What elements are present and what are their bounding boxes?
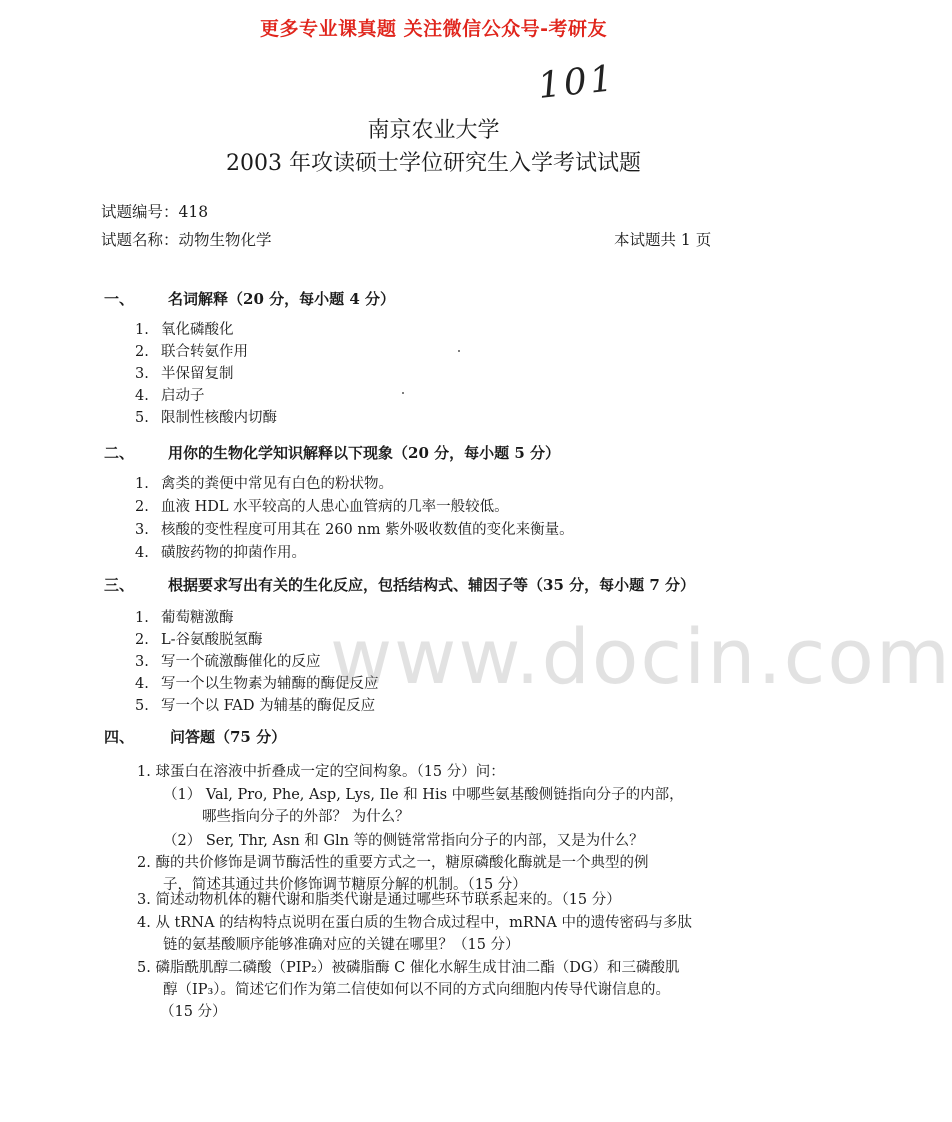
watermark: www.docin.com [330,612,952,701]
question-line: （2） Ser, Thr, Asn 和 Gln 等的侧链常常指向分子的内部，又是为什么？ [163,833,644,849]
page-count: 本试题共 1 页 [614,231,712,249]
list-item: 5. 写一个以 FAD 为辅基的酶促反应 [135,698,376,714]
section-title: 名词解释（20 分，每小题 4 分） [168,290,395,308]
exam-title: 2003 年攻读硕士学位研究生入学考试试题 [226,151,641,176]
question-line: （15 分） [160,1004,227,1020]
university-title: 南京农业大学 [367,118,500,143]
list-item: 3. 半保留复制 [135,366,234,382]
question-line: 5. 磷脂酰肌醇二磷酸（PIP₂）被磷脂酶 C 催化水解生成甘油二酯（DG）和三磷酸肌 [137,960,680,976]
list-item: 3. 写一个硫激酶催化的反应 [135,654,321,670]
exam-code: 试题编号：418 [101,203,209,221]
list-item: 2. 血液 HDL 水平较高的人患心血管病的几率一般较低。 [135,499,509,515]
list-item: 4. 磺胺药物的抑菌作用。 [135,545,306,561]
question-line: （1） Val, Pro, Phe, Asp, Lys, Ile 和 His 中哪些氨基酸侧链指向分子的内部， [163,787,684,803]
list-item: 1. 葡萄糖激酶 [135,610,234,626]
list-item: 2. 联合转氨作用 [135,344,248,360]
section-title: 用你的生物化学知识解释以下现象（20 分，每小题 5 分） [168,444,560,462]
list-item: 4. 写一个以生物素为辅酶的酶促反应 [135,676,379,692]
section-title: 根据要求写出有关的生化反应，包括结构式、辅因子等（35 分，每小题 7 分） [168,576,695,594]
handwritten-number: 101 [536,58,618,107]
exam-name: 试题名称：动物生物化学 [101,231,272,249]
scan-speck [458,350,460,352]
question-line: 2. 酶的共价修饰是调节酶活性的重要方式之一，糖原磷酸化酶就是一个典型的例 [137,855,649,871]
promo-banner: 更多专业课真题 关注微信公众号-考研友 [259,18,607,40]
list-item: 5. 限制性核酸内切酶 [135,410,277,426]
list-item: 3. 核酸的变性程度可用其在 260 nm 紫外吸收数值的变化来衡量。 [135,522,574,538]
list-item: 1. 氧化磷酸化 [135,322,234,338]
list-item: 1. 禽类的粪便中常见有白色的粉状物。 [135,476,393,492]
section-number: 四、 [104,728,135,746]
question-line: 醇（IP₃）。简述它们作为第二信使如何以不同的方式向细胞内传导代谢信息的。 [163,982,671,998]
question-line: 4. 从 tRNA 的结构特点说明在蛋白质的生物合成过程中，mRNA 中的遗传密码与多肽 [137,915,692,931]
section-number: 二、 [104,444,135,462]
question-line: 1. 球蛋白在溶液中折叠成一定的空间构象。（15 分）问： [137,764,505,780]
question-line: 子，简述其通过共价修饰调节糖原分解的机制。（15 分） [163,877,527,893]
section-number: 三、 [104,576,135,594]
section-number: 一、 [104,290,135,308]
list-item: 4. 启动子 [135,388,205,404]
question-line: 哪些指向分子的外部？ 为什么？ [202,809,410,825]
section-title: 问答题（75 分） [170,728,287,746]
question-line: 3. 简述动物机体的糖代谢和脂类代谢是通过哪些环节联系起来的。（15 分） [137,892,621,908]
list-item: 2. L-谷氨酸脱氢酶 [135,632,263,648]
scan-speck [402,392,404,394]
question-line: 链的氨基酸顺序能够准确对应的关键在哪里？（15 分） [163,937,520,953]
